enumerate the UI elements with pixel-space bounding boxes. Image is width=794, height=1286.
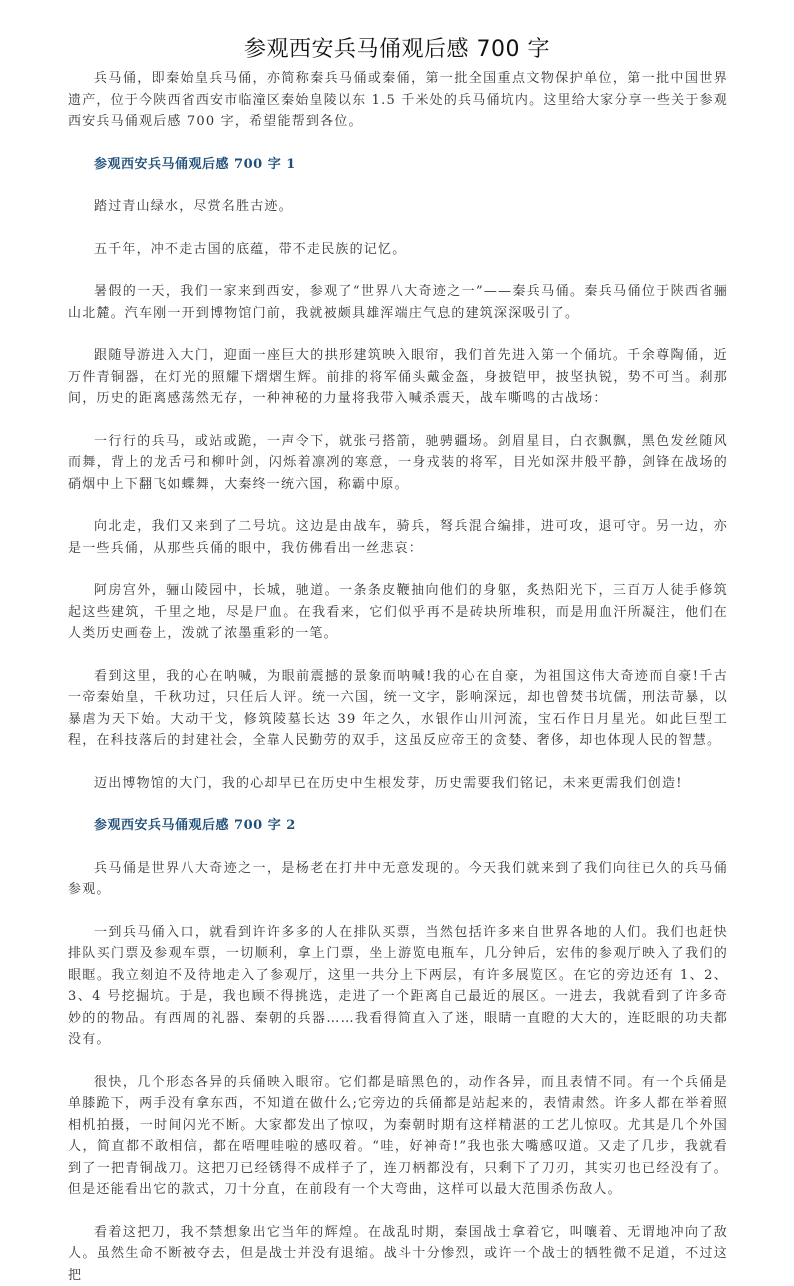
intro-paragraph: 兵马俑，即秦始皇兵马俑，亦简称秦兵马俑或秦俑，第一批全国重点文物保护单位，第一批中国世界遗产，位于今陕西省西安市临潼区秦始皇陵以东 1.5 千米处的兵马俑坑内。这里给大家分享一些关于参观西安兵马俑观后感 700 字，希望能帮到各位。 <box>68 68 728 133</box>
paragraph: 阿房宫外，骊山陵园中，长城，驰道。一条条皮鞭抽向他们的身躯，炙热阳光下，三百万人徒手修筑起这些建筑，千里之地，尽是尸血。在我看来，它们似乎再不是砖块所堆积，而是用血汗所凝注，他们在人类历史画卷上，泼就了浓墨重彩的一笔。 <box>68 580 728 645</box>
paragraph: 兵马俑是世界八大奇迹之一，是杨老在打井中无意发现的。今天我们就来到了我们向往已久的兵马俑参观。 <box>68 858 728 901</box>
paragraph: 五千年，冲不走古国的底蕴，带不走民族的记忆。 <box>68 239 728 261</box>
paragraph: 一到兵马俑入口，就看到许许多多的人在排队买票，当然包括许多来自世界各地的人们。我们也赶快排队买门票及参观车票，一切顺利，拿上门票，坐上游览电瓶车，几分钟后，宏伟的参观厅映入了我们的眼眶。我立刻迫不及待地走入了参观厅，这里一共分上下两层，有许多展览区。在它的旁边还有 1、2、3、4 号挖掘坑。于是，我也顾不得挑选，走进了一个距离自己最近的展区。一进去，我就看到了许多奇妙的的物品。有西周的礼器、秦朝的兵器……我看得简直入了迷，眼睛一直瞪的大大的，连眨眼的功夫都没有。 <box>68 922 728 1051</box>
paragraph: 迈出博物馆的大门，我的心却早已在历史中生根发芽，历史需要我们铭记，未来更需我们创造! <box>68 773 728 795</box>
paragraph: 跟随导游进入大门，迎面一座巨大的拱形建筑映入眼帘，我们首先进入第一个俑坑。千余尊陶俑，近万件青铜器，在灯光的照耀下熠熠生辉。前排的将军俑头戴金盔，身披铠甲，披坚执锐，势不可当。刹那间，历史的距离感荡然无存，一种神秘的力量将我带入喊杀震天，战车嘶鸣的古战场： <box>68 345 728 410</box>
section-heading-1: 参观西安兵马俑观后感 700 字 1 <box>68 154 728 176</box>
paragraph: 踏过青山绿水，尽赏名胜古迹。 <box>68 196 728 218</box>
paragraph: 看到这里，我的心在呐喊，为眼前震撼的景象而呐喊!我的心在自豪，为祖国这伟大奇迹而自豪!千古一帝秦始皇，千秋功过，只任后人评。统一六国，统一文字，影响深远，却也曾焚书坑儒，刑法苛暴，以暴虐为天下始。大动干戈，修筑陵墓长达 39 年之久，水银作山川河流，宝石作日月星光。如此巨型工程，在科技落后的封建社会，全靠人民勤劳的双手，这虽反应帝王的贪婪、奢侈，却也体现人民的智慧。 <box>68 666 728 752</box>
paragraph: 一行行的兵马，或站或跪，一声令下，就张弓搭箭，驰骋疆场。剑眉星目，白衣飘飘，黑色发丝随风而舞，背上的龙舌弓和柳叶剑，闪烁着凛冽的寒意，一身戎装的将军，目光如深井般平静，剑锋在战场的硝烟中上下翻飞如蝶舞，大秦终一统六国，称霸中原。 <box>68 431 728 496</box>
paragraph: 向北走，我们又来到了二号坑。这边是由战车，骑兵，弩兵混合编排，进可攻，退可守。另一边，亦是一些兵俑，从那些兵俑的眼中，我仿佛看出一丝悲哀： <box>68 516 728 559</box>
section-heading-2: 参观西安兵马俑观后感 700 字 2 <box>68 815 728 837</box>
paragraph: 暑假的一天，我们一家来到西安，参观了“世界八大奇迹之一”——秦兵马俑。秦兵马俑位于陕西省骊山北麓。汽车刚一开到博物馆门前，我就被颇具雄浑端庄气息的建筑深深吸引了。 <box>68 281 728 324</box>
paragraph: 看着这把刀，我不禁想象出它当年的辉煌。在战乱时期，秦国战士拿着它，叫嚷着、无谓地冲向了敌人。虽然生命不断被夺去，但是战士并没有退缩。战斗十分惨烈，或许一个战士的牺牲微不足道，不过这把 <box>68 1222 728 1286</box>
document-body <box>68 68 728 1286</box>
page-title: 参观西安兵马俑观后感 700 字 <box>0 32 794 63</box>
paragraph: 很快，几个形态各异的兵俑映入眼帘。它们都是暗黑色的，动作各异，而且表情不同。有一个兵俑是单膝跪下，两手没有拿东西，不知道在做什么;它旁边的兵俑都是站起来的，表情肃然。许多人都在举着照相机拍摄，一时间闪光不断。大家都发出了惊叹，为秦朝时期有这样精湛的工艺儿惊叹。尤其是几个外国人，简直都不敢相信，都在唔哩哇啦的感叹着。“哇，好神奇!”我也张大嘴感叹道。又走了几步，我就看到了一把青铜战刀。这把刀已经锈得不成样子了，连刀柄都没有，只剩下了刀刃，其实刃也已经没有了。但是还能看出它的款式，刀十分直，在前段有一个大弯曲，这样可以最大范围杀伤敌人。 <box>68 1072 728 1201</box>
